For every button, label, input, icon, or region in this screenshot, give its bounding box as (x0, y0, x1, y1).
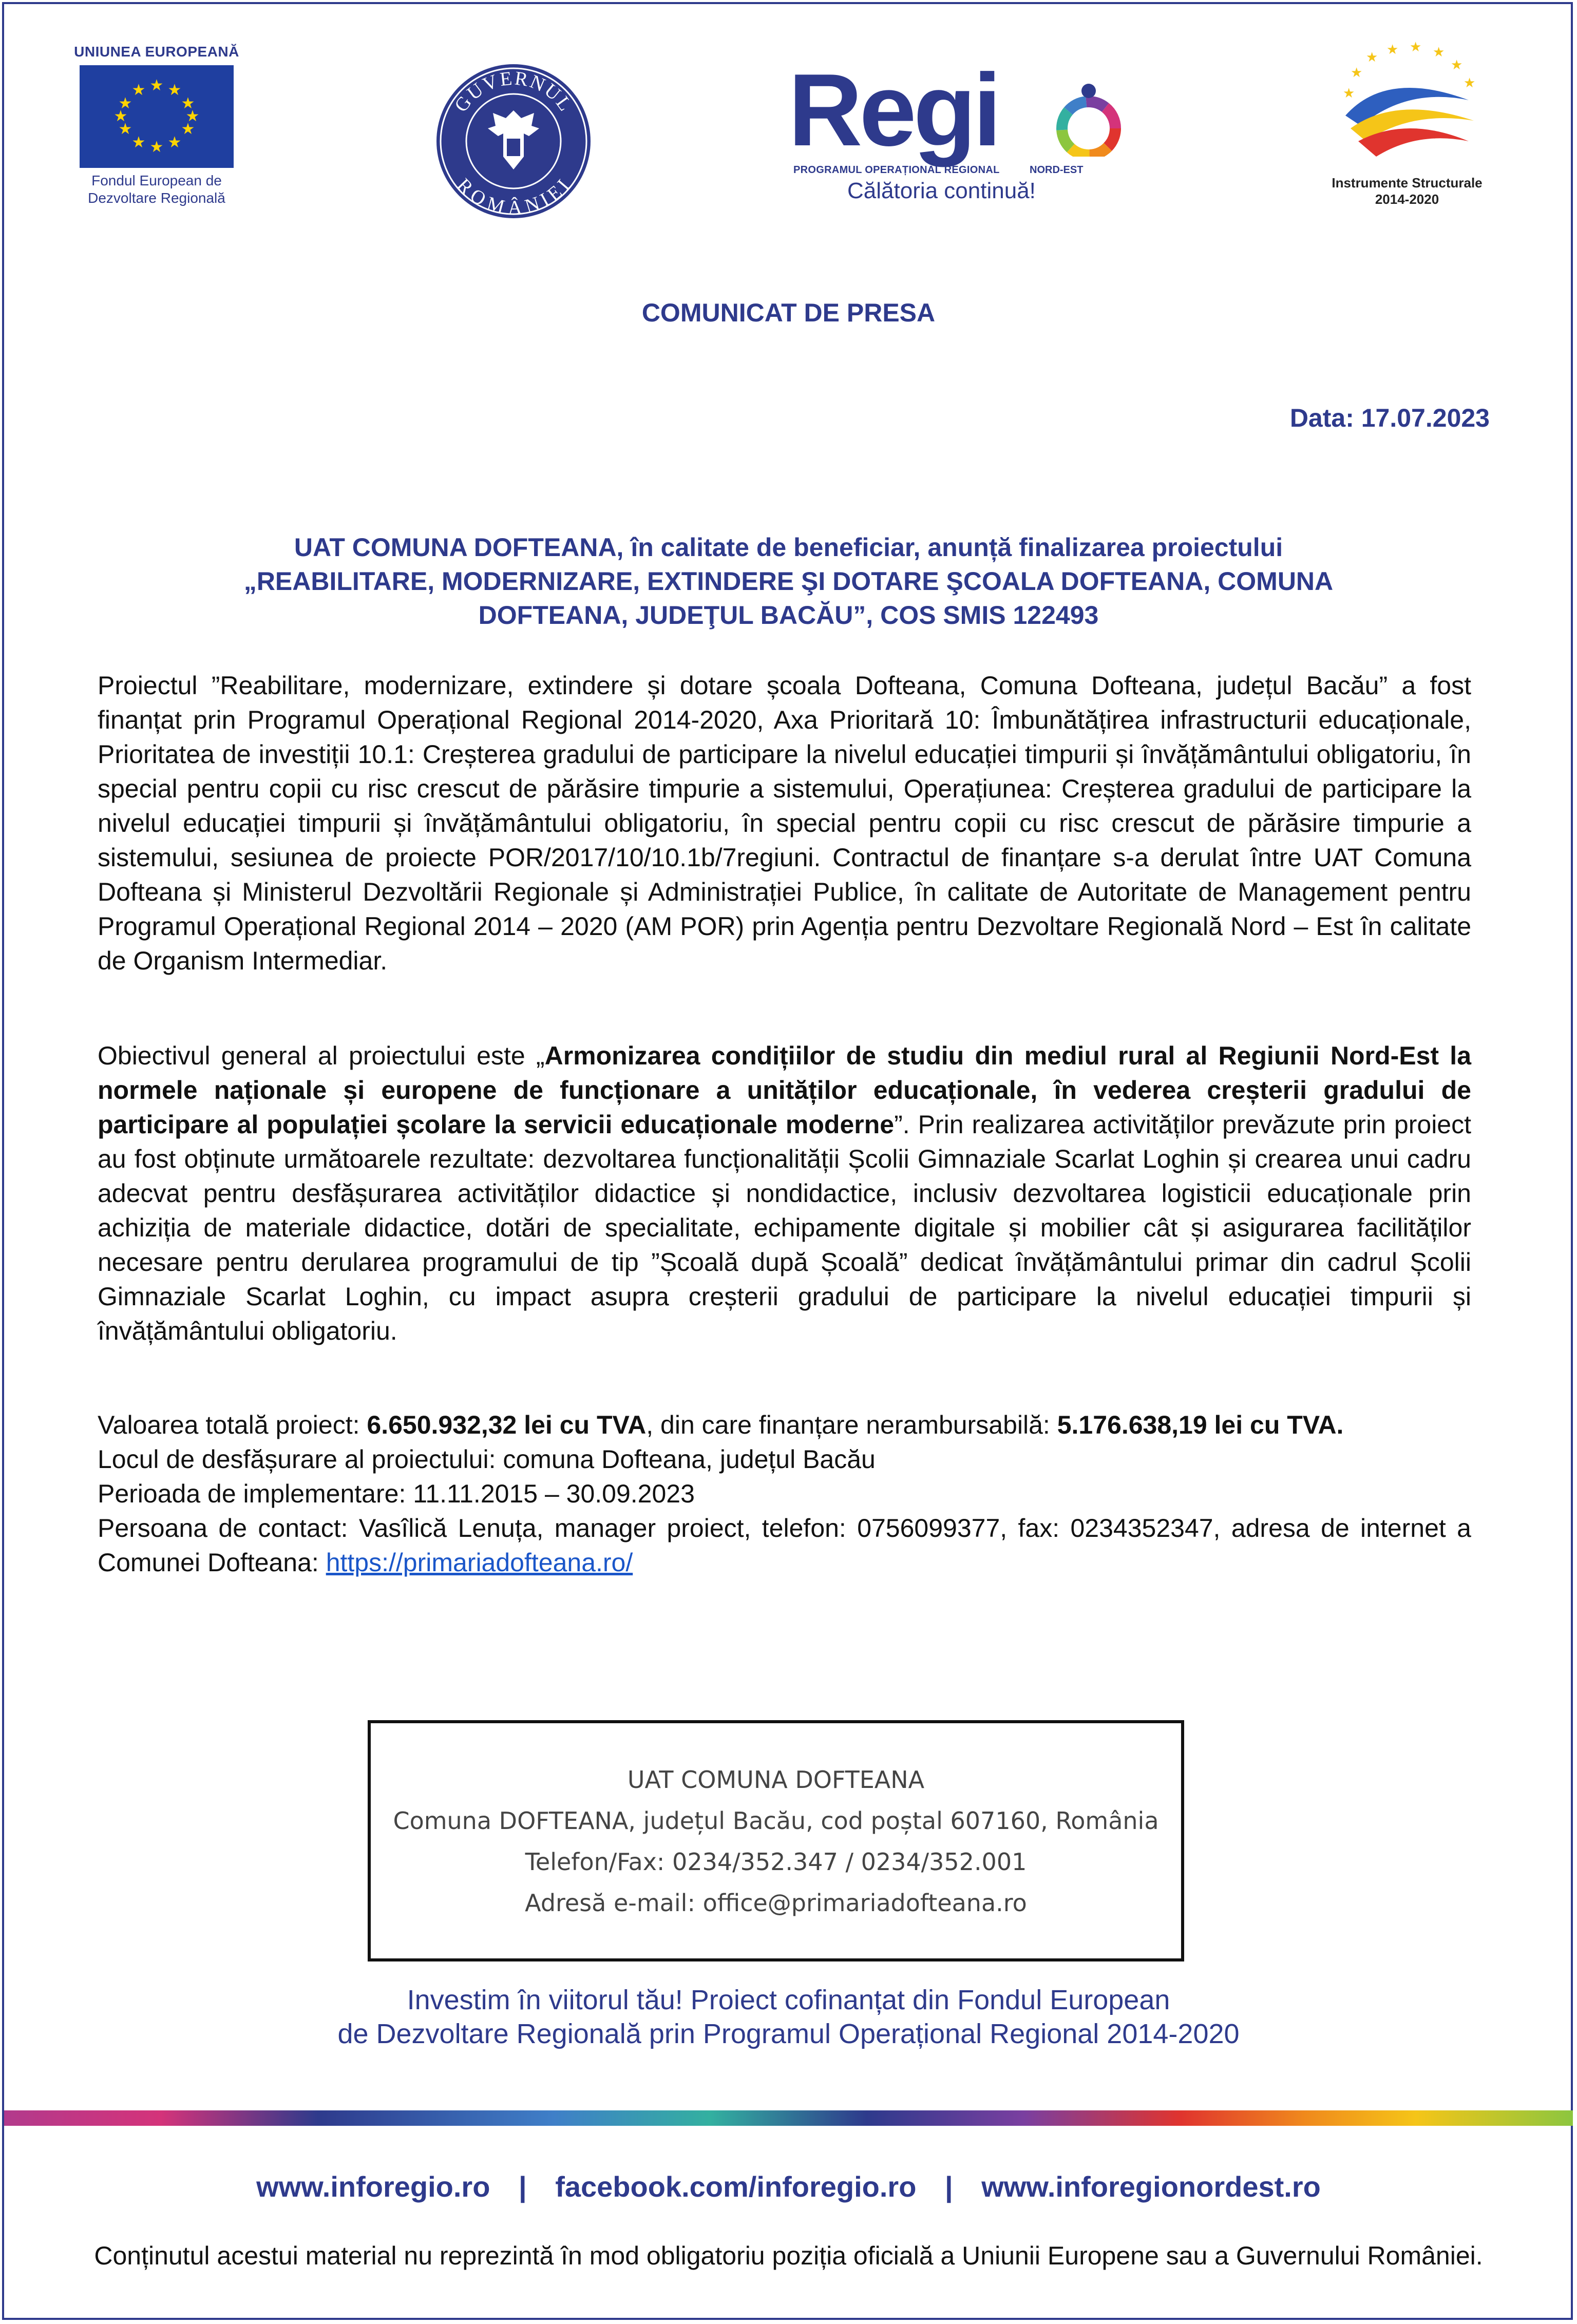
svg-text:★: ★ (1386, 42, 1399, 58)
contact-text: Persoana de contact: Vasîlică Lenuța, manager proiect, telefon: 0756099377, fax: 0234352347, adresa de internet a Comunei Dofteana: (98, 1514, 1471, 1577)
regio-color-wheel-icon (1055, 80, 1122, 157)
objective-bold: Armonizarea condițiilor de studiu din mediul rural al Regiunii Nord-Est la normele naționale și europene de funcționare a unităților educaționale, în vederea creșterii gradului de participare al populației școlare la servicii educaționale moderne (98, 1041, 1472, 1139)
document-title (128, 530, 1449, 632)
regio-wordmark: Regi (788, 53, 999, 167)
document-label: COMUNICAT DE PRESA (641, 298, 936, 327)
svg-text:★: ★ (1343, 86, 1355, 101)
project-contact (98, 1511, 1471, 1580)
government-seal-logo (434, 62, 593, 221)
regio-region-text: NORD-EST (1030, 164, 1084, 176)
title-line2: „REABILITARE, MODERNIZARE, EXTINDERE ŞI DOTARE ŞCOALA DOFTEANA, COMUNA (243, 567, 1334, 596)
value-total: 6.650.932,32 lei cu TVA (367, 1411, 647, 1439)
is-line1: Instrumente Structurale (1332, 175, 1483, 191)
disclaimer: Conținutul acestui material nu reprezintă în mod obligatoriu poziția oficială a Uniunii Europene sau a Guvernului României. (94, 2241, 1483, 2270)
separator: | (944, 2170, 953, 2203)
is-line2: 2014-2020 (1375, 192, 1439, 207)
svg-text:★: ★ (1366, 50, 1378, 65)
svg-text:★: ★ (1448, 137, 1457, 149)
contact-box-address: Comuna DOFTEANA, județul Bacău, cod poștal 607160, România (393, 1807, 1159, 1835)
gov-bottom-text: ROMÂNIEI (452, 174, 575, 219)
project-details (98, 1408, 1471, 1580)
instrumente-structurale-logo (1315, 39, 1499, 213)
inforegio-link[interactable]: www.inforegio.ro (256, 2170, 490, 2203)
svg-text:★: ★ (1464, 75, 1476, 91)
svg-text:★: ★ (1451, 58, 1463, 73)
objective-rest: ”. Prin realizarea activităților prevăzute prin proiect au fost obținute următoarele rezultate: dezvoltarea funcționalității Școlii Gimnaziale Scarlat Loghin și crearea unui cadru adecvat pentru desfășurarea activităților didactice și nondidactice, inclusiv dezvoltarea logisticii educaționale prin achiziția de materiale didactice, dotări de specialitate, echipamente digitale și mobilier cât și asigurarea facilităților necesare pentru derularea programului de tip ”Școală după Școală” dedicat învățământului primar din cadrul Școlii Gimnaziale Scarlat Loghin, cu impact asupra creșterii gradului de participare la nivelul educației timpurii și învățământului obligatoriu. (98, 1110, 1471, 1345)
contact-box-email: Adresă e-mail: office@primariadofteana.ro (525, 1889, 1027, 1917)
value-nonrefundable: 5.176.638,19 lei cu TVA. (1057, 1411, 1344, 1439)
eu-flag-icon: ★ ★ ★ ★ ★ ★ ★ ★ ★ ★ ★ ★ (80, 65, 234, 168)
title-line1: UAT COMUNA DOFTEANA, în calitate de beneficiar, anunță finalizarea proiectului (294, 533, 1283, 562)
document-date: Data: 17.07.2023 (1289, 404, 1490, 432)
svg-text:★: ★ (1461, 121, 1470, 134)
title-line3: DOFTEANA, JUDEŢUL BACĂU”, COS SMIS 122493 (478, 601, 1099, 630)
regio-program-text: PROGRAMUL OPERAȚIONAL REGIONAL (793, 164, 1000, 176)
website-link[interactable]: https://primariadofteana.ro/ (326, 1548, 633, 1577)
paragraph-objective (98, 1039, 1471, 1348)
inforegionordest-link[interactable]: www.inforegionordest.ro (981, 2170, 1321, 2203)
gov-top-text: GUVERNUL (450, 67, 577, 117)
cofinancing-statement (0, 1983, 1577, 2051)
contact-box (368, 1720, 1184, 1961)
eu-logo (72, 44, 241, 207)
contact-box-name: UAT COMUNA DOFTEANA (627, 1766, 925, 1794)
eu-fund-line2: Dezvoltare Regională (88, 190, 225, 206)
value-prefix: Valoarea totală proiect: (98, 1411, 367, 1439)
regio-logo (788, 53, 1122, 213)
eu-caption: UNIUNEA EUROPEANĂ (74, 44, 239, 60)
regio-tagline: Călătoria continuă! (847, 178, 1036, 203)
footer-links (0, 2170, 1577, 2203)
project-value (98, 1408, 1471, 1442)
invest-line1: Investim în viitorul tău! Proiect cofinanțat din Fondul European (407, 1985, 1170, 2015)
project-period: Perioada de implementare: 11.11.2015 – 30.09.2023 (98, 1479, 695, 1508)
contact-box-phone: Telefon/Fax: 0234/352.347 / 0234/352.001 (525, 1848, 1027, 1876)
facebook-link[interactable]: facebook.com/inforegio.ro (555, 2170, 917, 2203)
svg-text:★: ★ (1410, 40, 1422, 55)
value-mid: , din care finanțare nerambursabilă: (646, 1411, 1057, 1439)
paragraph-project-description: Proiectul ”Reabilitare, modernizare, extindere și dotare școala Dofteana, Comuna Dofteana, județul Bacău” a fost finanțat prin Programul Operațional Regional 2014-2020, Axa Prioritară 10: Îmbunătățirea infrastructurii educaționale, Prioritatea de investiții 10.1: Creșterea gradului de participare la nivelul educației timpurii și învățământului obligatoriu, în special pentru copii cu risc crescut de părăsire timpurie a sistemului, Operațiunea: Creșterea gradului de participare la nivelul educației timpurii și învățământului obligatoriu, în special pentru copii cu risc crescut de părăsire timpurie a sistemului, sesiunea de proiecte POR/2017/10/10.1b/7regiuni. Contractul de finanțare s-a derulat între UAT Comuna Dofteana și Ministerul Dezvoltării Regionale și Administrației Publice, în calitate de Autoritate de Management pentru Programul Operațional Regional 2014 – 2020 (AM POR) prin Agenția pentru Dezvoltare Regională Nord – Est în calitate de Organism Intermediar. (98, 671, 1471, 975)
separator: | (518, 2170, 527, 2203)
svg-text:★: ★ (1433, 45, 1445, 60)
objective-intro: Obiectivul general al proiectului este „ (98, 1041, 545, 1070)
color-stripe (4, 2110, 1573, 2126)
eu-fund-line1: Fondul European de (91, 173, 222, 188)
invest-line2: de Dezvoltare Regională prin Programul Operațional Regional 2014-2020 (337, 2018, 1240, 2049)
project-location: Locul de desfășurare al proiectului: comuna Dofteana, județul Bacău (98, 1445, 876, 1474)
svg-text:★: ★ (1351, 65, 1363, 81)
structural-instruments-emblem-icon (1315, 39, 1499, 172)
